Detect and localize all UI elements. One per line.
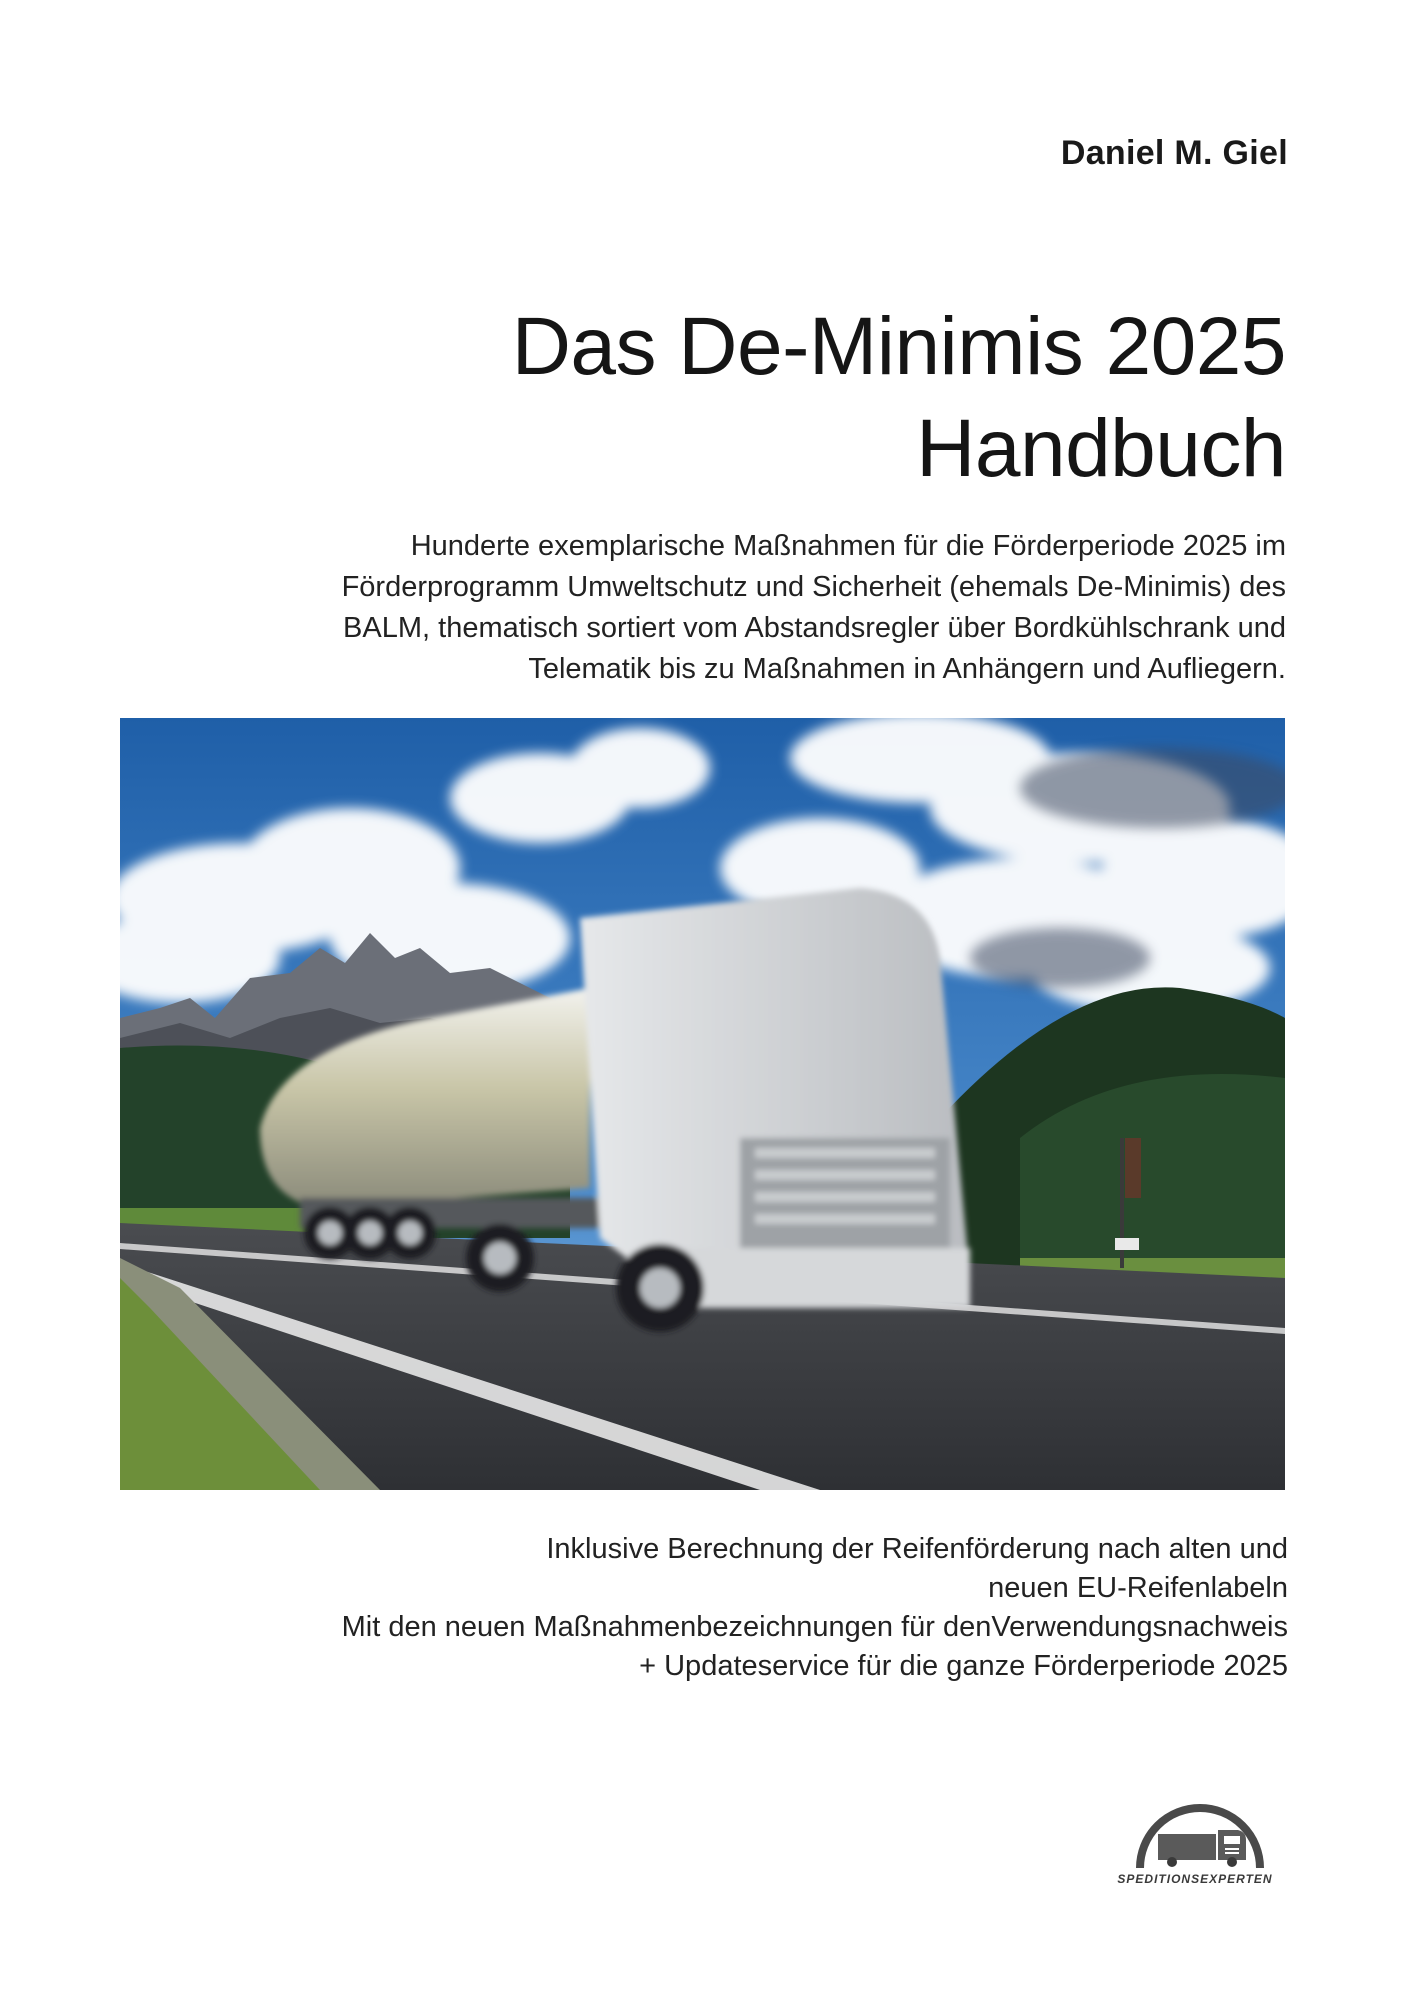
feature-line: neuen EU-Reifenlabeln [988, 1572, 1288, 1604]
feature-line: + Updateservice für die ganze Förderperiode 2025 [639, 1650, 1288, 1682]
author-name: Daniel M. Giel [1060, 134, 1288, 172]
title-line-2: Handbuch [916, 403, 1286, 494]
subtitle-line: Förderprogramm Umweltschutz und Sicherheit (ehemals De-Minimis) des [341, 571, 1286, 603]
title-line-1: Das De-Minimis 2025 [511, 301, 1286, 392]
subtitle-line: Telematik bis zu Maßnahmen in Anhängern und Aufliegern. [528, 653, 1286, 685]
subtitle-line: BALM, thematisch sortiert vom Abstandsregler über Bordkühlschrank und [343, 612, 1286, 644]
cover-photo-truck [120, 718, 1285, 1490]
publisher-logo-text: SPEDITIONSEXPERTEN [1117, 1872, 1273, 1886]
bottom-features-text [342, 1530, 1288, 1686]
book-title [512, 296, 1286, 500]
book-subtitle [176, 526, 1286, 690]
subtitle-line: Hunderte exemplarische Maßnahmen für die Förderperiode 2025 im [410, 530, 1286, 562]
truck-logo-icon [1100, 1800, 1290, 1872]
feature-line: Inklusive Berechnung der Reifenförderung nach alten und [546, 1533, 1288, 1565]
publisher-logo [1100, 1800, 1290, 1900]
feature-line: Mit den neuen Maßnahmenbezeichnungen für denVerwendungsnachweis [341, 1611, 1288, 1643]
